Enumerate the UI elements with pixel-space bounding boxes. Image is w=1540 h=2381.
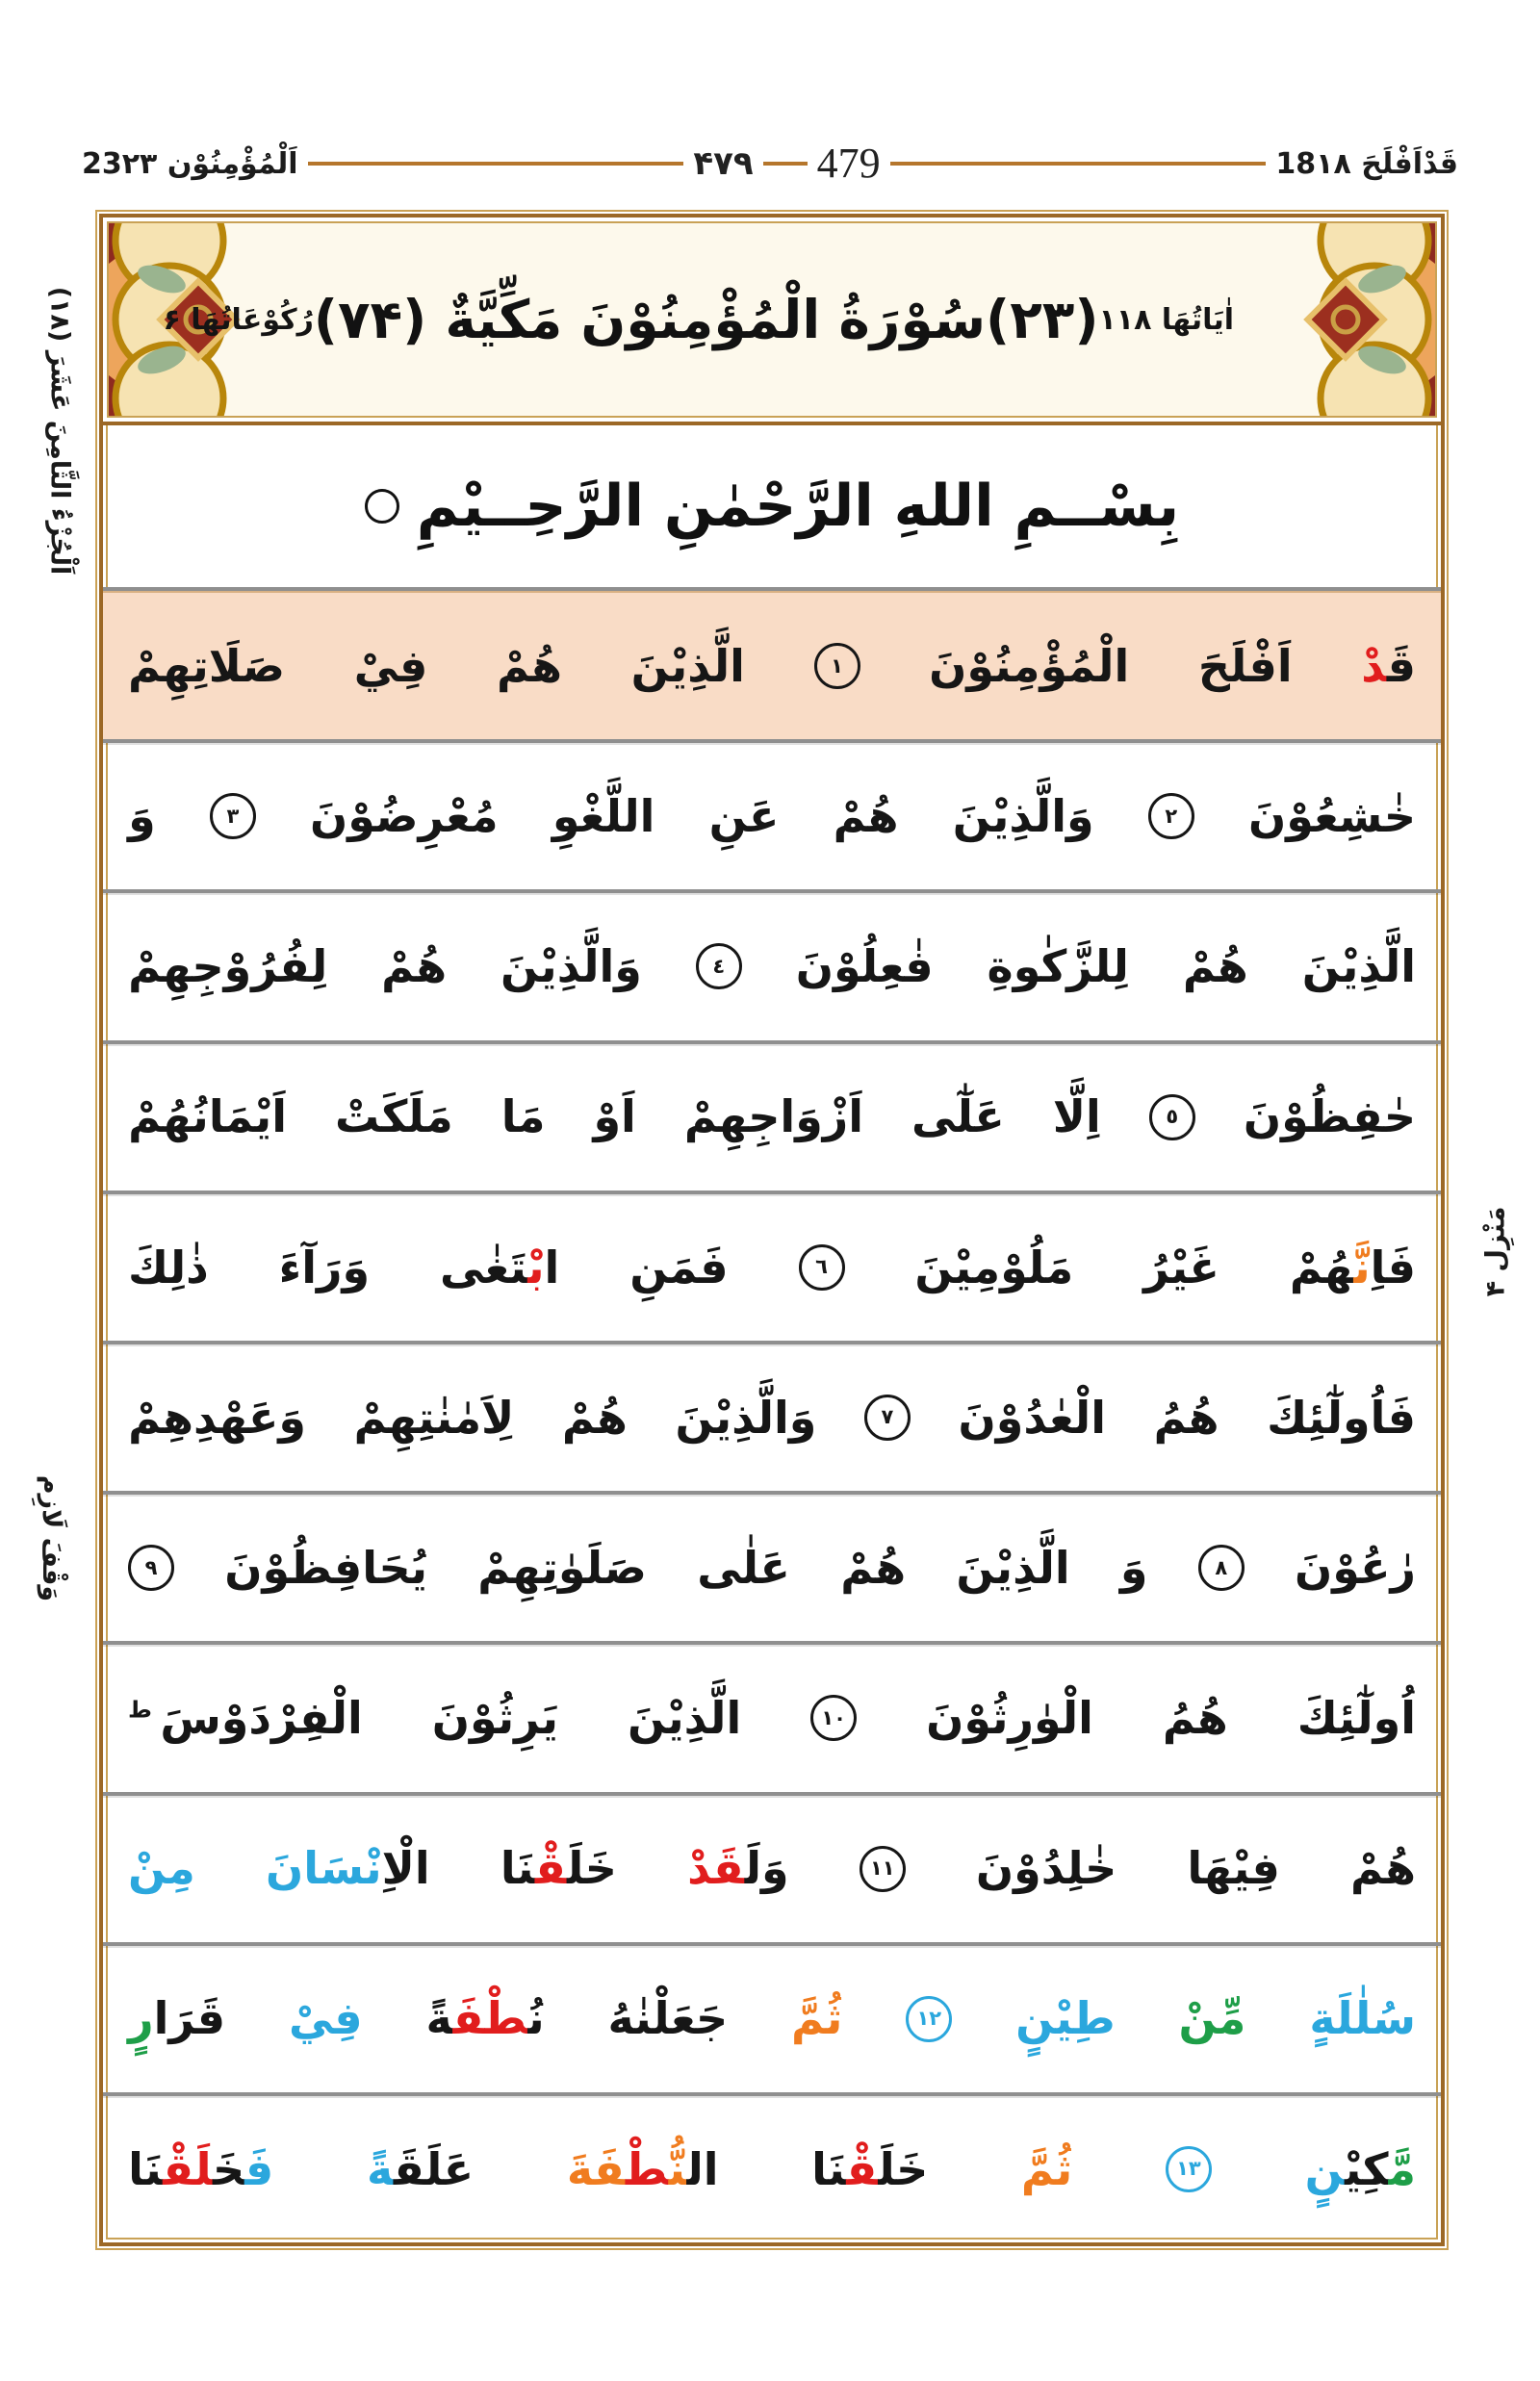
quran-word: مَا — [500, 1090, 546, 1143]
verse-marker: ١١ — [860, 1846, 906, 1892]
quran-word: الَّذِيْنَ — [1301, 940, 1416, 993]
quran-line-7 — [103, 1495, 1441, 1645]
quran-word: فَاِنَّهُمْ — [1289, 1241, 1416, 1293]
quran-word: ذٰلِكَ — [128, 1241, 209, 1293]
verse-marker: ٢ — [1148, 793, 1194, 839]
quran-word: فَمَنِ — [629, 1241, 729, 1293]
bismillah-text: بِسْــمِ اللهِ الرَّحْمٰنِ الرَّحِــيْمِ — [416, 473, 1180, 540]
quran-word: اَيْمَانُهُمْ — [128, 1090, 287, 1143]
quran-word: اَفْلَحَ — [1197, 639, 1293, 692]
quran-word: ابْتَغٰى — [439, 1241, 560, 1293]
quran-word: عَلَقَةً — [366, 2142, 475, 2195]
quran-word: اللَّغْوِ — [552, 789, 655, 842]
quran-word: صَلَوٰتِهِمْ — [477, 1541, 647, 1594]
quran-word: الْفِرْدَوْسَ $^ط$ — [128, 1692, 363, 1745]
quran-line-5 — [103, 1194, 1441, 1344]
quran-word: خٰشِعُوْنَ — [1247, 789, 1416, 842]
quran-word: وَالَّذِيْنَ — [952, 789, 1094, 842]
quran-word: نُطْفَةً — [425, 1992, 545, 2045]
quran-word: عَلٰٓى — [911, 1090, 1005, 1143]
header-rule — [308, 162, 684, 166]
quran-line-8 — [103, 1645, 1441, 1795]
verse-marker: ١٣ — [1166, 2146, 1212, 2192]
quran-word: وَالَّذِيْنَ — [675, 1391, 817, 1444]
quran-word: قَدْ — [1361, 639, 1416, 692]
verse-marker: ٧ — [864, 1395, 911, 1441]
quran-word: حٰفِظُوْنَ — [1243, 1090, 1416, 1143]
quran-word: مَلُوْمِيْنَ — [914, 1241, 1074, 1293]
quran-word: مَلَكَتْ — [334, 1090, 453, 1143]
quran-word: هُمُ — [1162, 1692, 1228, 1745]
header-rule — [763, 162, 808, 166]
verse-marker: ٩ — [128, 1545, 174, 1591]
running-header — [82, 142, 1458, 185]
quran-word: هُمُ — [1153, 1391, 1219, 1444]
quran-word: هُمْ — [1182, 940, 1248, 993]
quran-word: لِفُرُوْجِهِمْ — [128, 940, 328, 993]
quran-word: وَالَّذِيْنَ — [500, 940, 642, 993]
quran-word: هُمْ — [381, 940, 448, 993]
verse-marker: ٣ — [210, 793, 256, 839]
surah-title-band — [103, 218, 1441, 425]
quran-word: هُمْ — [833, 789, 899, 842]
quran-word: وَ — [1119, 1541, 1148, 1594]
verse-marker: ١٠ — [810, 1695, 857, 1741]
quran-word: اَزْوَاجِهِمْ — [683, 1090, 864, 1143]
verse-marker: ٦ — [799, 1244, 845, 1291]
quran-word: هُمْ — [497, 639, 562, 692]
quran-word: وَ — [128, 789, 156, 842]
bismillah-row — [103, 425, 1441, 591]
page-number: 479 — [816, 140, 881, 187]
verse-marker: ٤ — [696, 943, 742, 989]
quran-word: مَّكِيْنٍ — [1304, 2142, 1416, 2195]
quran-word: قَرَارٍ — [128, 1992, 226, 2045]
quran-word: الْاِنْسَانَ — [266, 1842, 430, 1895]
verse-marker: ٥ — [1149, 1094, 1195, 1140]
quran-word: هُمْ — [561, 1391, 628, 1444]
quran-word: مِّنْ — [1178, 1992, 1246, 2045]
quran-word: يَرِثُوْنَ — [431, 1692, 558, 1745]
quran-word: فِيْ — [288, 1992, 363, 2045]
quran-word: فِيْهَا — [1187, 1842, 1280, 1895]
quran-word: الْمُؤْمِنُوْنَ — [929, 639, 1130, 692]
arabesque-corner-icon — [1238, 223, 1435, 416]
quran-word: وَرَآءَ — [278, 1241, 371, 1293]
quran-line-11 — [103, 2096, 1441, 2242]
quran-line-4 — [103, 1044, 1441, 1194]
quran-word: وَلَقَدْ — [687, 1842, 789, 1895]
quran-word: سُلٰلَةٍ — [1309, 1992, 1416, 2045]
quran-word: خَلَقْنَا — [811, 2142, 929, 2195]
quran-word: مُعْرِضُوْنَ — [310, 789, 499, 842]
quran-word: رٰعُوْنَ — [1294, 1541, 1416, 1594]
surah-ref-left: 23اَلْمُؤْمِنُوْن ۲۳ — [82, 146, 298, 181]
quran-line-2 — [103, 743, 1441, 893]
quran-word: صَلَاتِهِمْ — [128, 639, 286, 692]
quran-word: طِيْنٍ — [1015, 1992, 1116, 2045]
quran-word: فَاُولٰٓئِكَ — [1267, 1391, 1416, 1444]
quran-word: عَلٰى — [697, 1541, 790, 1594]
page-number-arabic: ۴۷۹ — [693, 144, 754, 183]
header-rule — [890, 162, 1267, 166]
quran-word: الَّذِيْنَ — [956, 1541, 1070, 1594]
quran-line-6 — [103, 1344, 1441, 1495]
quran-word: فَخَلَقْنَا — [128, 2142, 274, 2195]
quran-word: يُحَافِظُوْنَ — [224, 1541, 427, 1594]
quran-word: الَّذِيْنَ — [627, 1692, 742, 1745]
quran-word: عَنِ — [708, 789, 780, 842]
juz-ref-right: 18قَدْاَفْلَحَ ۱۸ — [1275, 146, 1459, 181]
quran-word: فِيْ — [353, 639, 428, 692]
quran-lines — [103, 591, 1441, 2242]
quran-word: هُمْ — [1350, 1842, 1416, 1895]
quran-word: جَعَلْنٰهُ — [607, 1992, 729, 2045]
quran-word: ثُمَّ — [1020, 2142, 1073, 2195]
surah-title: (۲۳)سُوْرَةُ الْمُؤْمِنُوْنَ مَكِّيَّةٌ (۷۴) — [313, 289, 1099, 350]
quran-word: الْوٰرِثُوْنَ — [926, 1692, 1093, 1745]
quran-word: خٰلِدُوْنَ — [975, 1842, 1117, 1895]
quran-word: هُمْ — [840, 1541, 907, 1594]
quran-word: وَعَهْدِهِمْ — [128, 1391, 306, 1444]
margin-waqf-label: وَقْفَ لَازِم — [37, 1474, 67, 1601]
quran-word: لِاَمٰنٰتِهِمْ — [353, 1391, 515, 1444]
quran-word: مِنْ — [128, 1842, 195, 1895]
margin-manzil-label: مَنْزِل ۴ — [1480, 1206, 1511, 1296]
quran-word: اِلَّا — [1052, 1090, 1101, 1143]
quran-line-1 — [103, 591, 1441, 743]
quran-word: غَيْرُ — [1143, 1241, 1219, 1293]
quran-word: النُّطْفَةَ — [566, 2142, 719, 2195]
quran-word: ثُمَّ — [791, 1992, 843, 2045]
margin-juz-label: اَلْجُزْءُ الثَّامِنَ عَشَرَ (۱۸) — [44, 286, 75, 575]
quran-word: اَوْ — [593, 1090, 636, 1143]
ayat-count-label: اٰيَاتُهَا ۱۱۸ — [1098, 302, 1234, 337]
text-frame — [99, 214, 1445, 2246]
surah-band-text — [163, 218, 1234, 422]
quran-line-10 — [103, 1946, 1441, 2096]
verse-marker: ١٢ — [906, 1996, 952, 2042]
quran-word: الَّذِيْنَ — [630, 639, 745, 692]
quran-word: خَلَقْنَا — [500, 1842, 617, 1895]
quran-word: فٰعِلُوْنَ — [795, 940, 934, 993]
verse-marker: ٨ — [1198, 1545, 1245, 1591]
quran-word: الْعٰدُوْنَ — [958, 1391, 1106, 1444]
quran-word: لِلزَّكٰوةِ — [987, 940, 1129, 993]
verse-marker: ١ — [814, 643, 860, 689]
quran-word: اُولٰٓئِكَ — [1296, 1692, 1416, 1745]
rukuat-count-label: رُكُوْعَاتُهَا ۶ — [163, 302, 314, 337]
quran-line-9 — [103, 1796, 1441, 1946]
quran-line-3 — [103, 893, 1441, 1043]
verse-end-circle-icon — [365, 489, 399, 524]
